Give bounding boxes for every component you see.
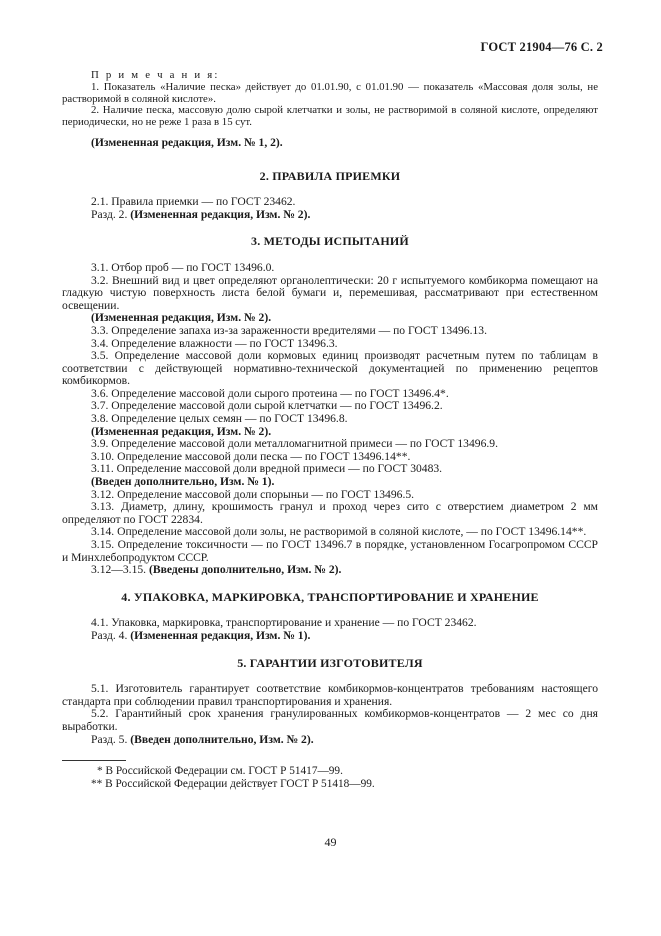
para-3-15: 3.15. Определение токсичности — по ГОСТ 13496.7 в порядке, установленном Госагропромом СССР и Минхлебопродуктом СССР. (62, 538, 598, 564)
footnote-1: * В Российской Федерации см. ГОСТ Р 51417—99. (97, 765, 343, 778)
footnote-divider (62, 760, 126, 761)
para-4-1: 4.1. Упаковка, маркировка, транспортирование и хранение — по ГОСТ 23462. (91, 616, 477, 630)
para-3-11: 3.11. Определение массовой доли вредной примеси — по ГОСТ 30483. (91, 462, 443, 476)
para-3-2: 3.2. Внешний вид и цвет определяют органолептически: 20 г испытуемого комбикорма помещают на гладкую чистую поверхность листа белой бумаги и, перемешивая, рассматривают при естественном освещении. (62, 273, 598, 312)
notes-edit: (Измененная редакция, Изм. № 1, 2). (91, 135, 283, 149)
para-3-4: 3.4. Определение влажности — по ГОСТ 13496.3. (91, 336, 338, 350)
para-4-edit-prefix: Разд. 4. (91, 628, 128, 642)
para-2-edit (62, 209, 598, 222)
section-3-title: 3. МЕТОДЫ ИСПЫТАНИЙ (251, 234, 409, 249)
para-3-edit-1: (Измененная редакция, Изм. № 2). (91, 311, 272, 325)
para-3-edit-2: (Измененная редакция, Изм. № 2). (91, 424, 272, 438)
para-2-edit-prefix: Разд. 2. (91, 207, 128, 221)
para-5-2: 5.2. Гарантийный срок хранения гранулированных комбикормов-концентратов — 2 мес со дня выработки. (62, 707, 598, 733)
footnote-2: ** В Российской Федерации действует ГОСТ Р 51418—99. (91, 778, 375, 791)
para-3-10: 3.10. Определение массовой доли песка — по ГОСТ 13496.14**. (91, 449, 411, 463)
para-3-edit-3: (Введен дополнительно, Изм. № 1). (91, 475, 275, 489)
para-5-edit (62, 734, 598, 747)
section-2-title: 2. ПРАВИЛА ПРИЕМКИ (259, 168, 401, 183)
para-2-1: 2.1. Правила приемки — по ГОСТ 23462. (91, 195, 296, 209)
para-3-edit-4-bold: (Введены дополнительно, Изм. № 2). (148, 563, 342, 577)
para-3-14: 3.14. Определение массовой доли золы, не растворимой в соляной кислоте, — по ГОСТ 13496.14**. (91, 525, 587, 539)
section-5-title: 5. ГАРАНТИИ ИЗГОТОВИТЕЛЯ (237, 655, 423, 670)
para-3-6: 3.6. Определение массовой доли сырого протеина — по ГОСТ 13496.4*. (91, 386, 449, 400)
notes-title: П р и м е ч а н и я: (91, 69, 220, 81)
para-3-12: 3.12. Определение массовой доли спорыньи — по ГОСТ 13496.5. (91, 487, 415, 501)
para-3-8: 3.8. Определение целых семян — по ГОСТ 13496.8. (91, 412, 348, 426)
page-number: 49 (324, 835, 337, 849)
para-5-1: 5.1. Изготовитель гарантирует соответствие комбикормов-концентратов требованиям настоящего стандарта при соблюдении правил транспортирования и хранения. (62, 682, 598, 708)
para-4-edit (62, 630, 598, 643)
document-body (62, 70, 598, 791)
para-5-edit-prefix: Разд. 5. (91, 732, 128, 746)
para-5-edit-bold: (Введен дополнительно, Изм. № 2). (130, 732, 314, 746)
para-3-edit-4-prefix: 3.12—3.15. (91, 563, 147, 577)
para-3-5: 3.5. Определение массовой доли кормовых единиц производят расчетным путем по таблицам в соответствии с действующей нормативно-технической документацией по применению рецептов комбикормов. (62, 349, 598, 388)
para-3-3: 3.3. Определение запаха из-за зараженности вредителями — по ГОСТ 13496.13. (91, 323, 487, 337)
para-3-1: 3.1. Отбор проб — по ГОСТ 13496.0. (91, 260, 275, 274)
para-3-9: 3.9. Определение массовой доли металломагнитной примеси — по ГОСТ 13496.9. (91, 437, 498, 451)
page-header: ГОСТ 21904—76 С. 2 (480, 40, 603, 54)
note-1: 1. Показатель «Наличие песка» действует до 01.01.90, с 01.01.90 — показатель «Массовая доля золы, не растворимой в соляной кислоте». (62, 80, 598, 105)
para-2-edit-bold: (Измененная редакция, Изм. № 2). (130, 207, 311, 221)
section-4-title: 4. УПАКОВКА, МАРКИРОВКА, ТРАНСПОРТИРОВАНИЕ И ХРАНЕНИЕ (121, 589, 539, 604)
para-4-edit-bold: (Измененная редакция, Изм. № 1). (130, 628, 311, 642)
para-3-13: 3.13. Диаметр, длину, крошимость гранул и проход через сито с отверстием диаметром 2 мм определяют по ГОСТ 22834. (62, 500, 598, 526)
para-3-edit-4 (62, 564, 598, 577)
note-2: 2. Наличие песка, массовую долю сырой клетчатки и золы, не растворимой в соляной кислоте, определяют периодически, но не реже 1 раза в 15 сут. (62, 104, 598, 129)
para-3-7: 3.7. Определение массовой доли сырой клетчатки — по ГОСТ 13496.2. (91, 399, 443, 413)
